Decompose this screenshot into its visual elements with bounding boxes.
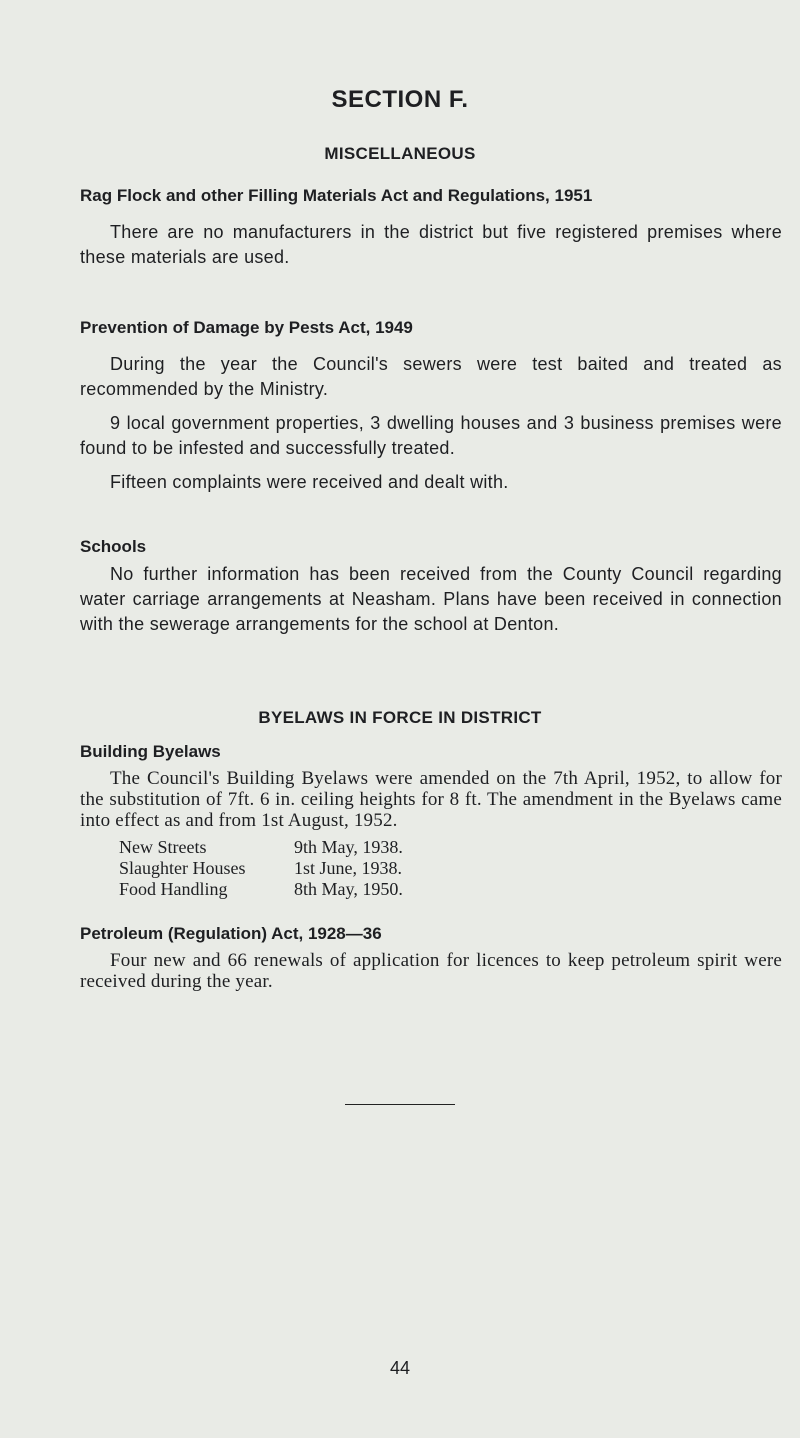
byelaw-name: New Streets xyxy=(119,837,207,857)
byelaw-date: 1st June, 1938. xyxy=(294,858,402,878)
pests-heading: Prevention of Damage by Pests Act, 1949 xyxy=(80,318,413,337)
byelaws-list xyxy=(119,837,403,900)
pests-paragraph-1: During the year the Council's sewers were test baited and treated as recommended by the Ministry. xyxy=(80,354,782,399)
petroleum-text: Four new and 66 renewals of application for licences to keep petroleum spirit were received during the year. xyxy=(80,950,782,992)
pests-paragraph-3: Fifteen complaints were received and dealt with. xyxy=(110,472,509,492)
schools-text: No further information has been received from the County Council regarding water carriage arrangements at Neasham. Plans have been received in connection with the sewerage arrangements for the school at Denton. xyxy=(80,564,782,634)
byelaws-row xyxy=(119,879,403,900)
byelaw-name: Slaughter Houses xyxy=(119,858,246,878)
divider-rule xyxy=(345,1104,455,1105)
petroleum-heading: Petroleum (Regulation) Act, 1928—36 xyxy=(80,924,382,943)
pests-paragraph-2: 9 local government properties, 3 dwelling houses and 3 business premises were found to be infested and successfully treated. xyxy=(80,413,782,458)
rag-flock-text: There are no manufacturers in the district but five registered premises where these materials are used. xyxy=(80,222,782,267)
rag-flock-heading: Rag Flock and other Filling Materials Act and Regulations, 1951 xyxy=(80,186,593,205)
section-title: SECTION F. xyxy=(331,86,469,113)
byelaw-name: Food Handling xyxy=(119,879,228,899)
byelaws-row xyxy=(119,837,403,858)
page-number: 44 xyxy=(389,1358,411,1378)
schools-heading: Schools xyxy=(80,537,147,556)
byelaw-date: 9th May, 1938. xyxy=(294,837,403,857)
building-byelaws-text: The Council's Building Byelaws were amended on the 7th April, 1952, to allow for the substitution of 7ft. 6 in. ceiling heights for 8 ft. The amendment in the Byelaws came into effect as and from 1st August, 1952. xyxy=(80,768,782,831)
building-byelaws-heading: Building Byelaws xyxy=(80,742,221,761)
byelaws-row xyxy=(119,858,403,879)
section-subtitle: MISCELLANEOUS xyxy=(324,144,476,163)
byelaw-date: 8th May, 1950. xyxy=(294,879,403,899)
byelaws-title: BYELAWS IN FORCE IN DISTRICT xyxy=(258,708,542,727)
